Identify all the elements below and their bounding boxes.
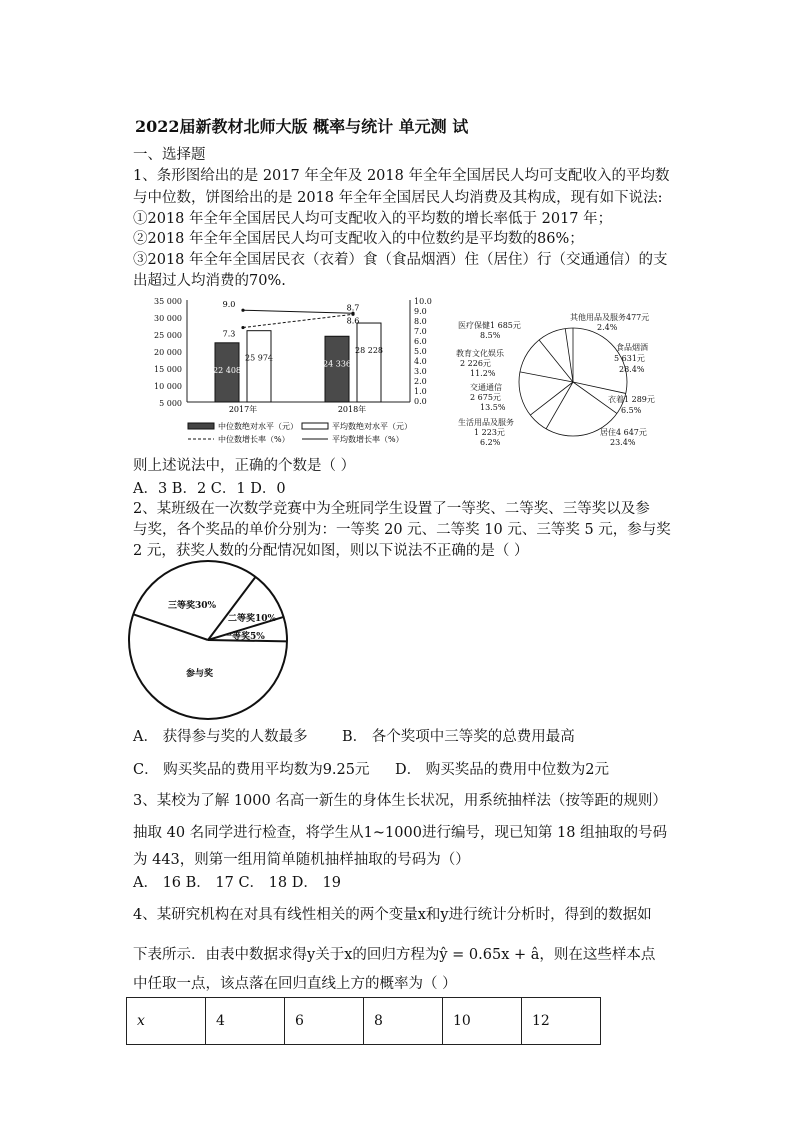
q2-option-d: D． 购买奖品的费用中位数为2元 <box>395 762 609 778</box>
rate-line <box>243 314 353 327</box>
x-tick: 2017年 <box>228 405 258 414</box>
q1-line-5: ③2018 年全年全国居民衣（衣着）食（食品烟酒）住（居住）行（交通通信）的支 <box>133 252 668 268</box>
y2-tick: 2.0 <box>414 377 427 386</box>
pie-label: 28.4% <box>619 365 645 374</box>
pie-label: 23.4% <box>610 438 636 447</box>
q4-line-3: 中任取一点，该点落在回归直线上方的概率为（ ） <box>133 976 457 992</box>
bar-label: 28 228 <box>355 346 383 356</box>
table-cell: x <box>127 998 206 1045</box>
pie-label: 2.4% <box>597 323 618 332</box>
q1-line-2: 与中位数，饼图给出的是 2018 年全年全国居民人均消费及其构成，现有如下说法: <box>133 190 663 206</box>
pie-label: 衣着1 289元 <box>608 395 655 404</box>
q3-line-2: 抽取 40 名同学进行检查，将学生从1~1000进行编号，现已知第 18 组抽取的号码 <box>133 825 668 841</box>
q2-line-3: 2 元，获奖人数的分配情况如图，则以下说法不正确的是（ ） <box>133 543 529 559</box>
legend-label: 平均数增长率（%） <box>332 435 404 444</box>
q3-line-1: 3、某校为了解 1000 名高一新生的身体生长状况，用系统抽样法（按等距的规则） <box>133 793 667 809</box>
rate-line <box>243 310 353 313</box>
y2-tick: 10.0 <box>414 297 432 306</box>
pie-label: 2 675元 <box>470 393 501 402</box>
q2-option-a: A． 获得参与奖的人数最多 <box>133 729 308 745</box>
rate-label: 7.3 <box>222 329 236 339</box>
legend-label: 中位数绝对水平（元） <box>218 422 298 431</box>
table-cell: 8 <box>364 998 443 1045</box>
bar <box>357 323 381 402</box>
pie-label: 2 226元 <box>460 359 491 368</box>
consumption-pie-chart <box>450 306 670 456</box>
q3-line-3: 为 443，则第一组用简单随机抽样抽取的号码为（） <box>133 852 470 868</box>
pie-label: 生活用品及服务 <box>458 418 514 427</box>
y-tick: 25 000 <box>154 331 182 340</box>
y-tick: 5 000 <box>159 399 182 408</box>
pie-label: 1 223元 <box>474 428 505 437</box>
pie-label: 交通通信 <box>470 383 502 392</box>
table-cell: 4 <box>206 998 285 1045</box>
pie-label: 6.2% <box>480 438 501 447</box>
pie-label: 11.2% <box>470 369 496 378</box>
rate-point <box>241 326 244 329</box>
table-cell: 6 <box>285 998 364 1045</box>
q4-line-2: 下表所示．由表中数据求得y关于x的回归方程为ŷ = 0.65x + â，则在这些样本点 <box>133 947 656 963</box>
q1-line-1: 1、条形图给出的是 2017 年全年及 2018 年全年全国居民人均可支配收入的平均数 <box>133 168 670 184</box>
rate-label: 8.7 <box>346 303 360 313</box>
pie-label: 其他用品及服务477元 <box>570 313 650 322</box>
y-tick: 15 000 <box>154 365 182 374</box>
pie-label: 居住4 647元 <box>600 428 647 437</box>
y-tick: 20 000 <box>154 348 182 357</box>
pie-label: 食品烟酒 <box>616 343 648 352</box>
pie-label: 三等奖30% <box>168 601 217 611</box>
q1-line-6: 出超过人均消费的70%. <box>133 273 286 289</box>
pie-label: 一等奖5% <box>223 632 265 642</box>
pie-label: 参与奖 <box>186 669 214 679</box>
rate-point <box>241 309 244 312</box>
pie-label: 6.5% <box>621 406 642 415</box>
y2-tick: 7.0 <box>414 327 427 336</box>
q3-options: A． 16 B． 17 C． 18 D． 19 <box>133 875 341 891</box>
q2-option-c: C． 购买奖品的费用平均数为9.25元 <box>133 762 370 778</box>
y2-tick: 9.0 <box>414 307 427 316</box>
rate-label: 8.6 <box>346 316 360 326</box>
bar <box>247 331 271 402</box>
y2-tick: 0.0 <box>414 397 427 406</box>
y-tick: 30 000 <box>154 314 182 323</box>
pie-label: 5 631元 <box>614 354 645 363</box>
income-bar-chart <box>130 292 440 448</box>
y-tick: 35 000 <box>154 297 182 306</box>
bar-label: 24 336 <box>323 359 351 369</box>
legend-swatch-median <box>188 423 214 429</box>
table-cell: 10 <box>443 998 522 1045</box>
y2-tick: 3.0 <box>414 367 427 376</box>
table-cell: 12 <box>522 998 601 1045</box>
y-tick: 10 000 <box>154 382 182 391</box>
y2-tick: 5.0 <box>414 347 427 356</box>
award-pie-chart <box>128 560 298 720</box>
y2-tick: 1.0 <box>414 387 427 396</box>
legend-label: 平均数绝对水平（元） <box>332 422 412 431</box>
y2-tick: 8.0 <box>414 317 427 326</box>
data-table <box>126 997 601 1045</box>
q2-line-1: 2、某班级在一次数学竞赛中为全班同学生设置了一等奖、二等奖、三等奖以及参 <box>133 501 650 517</box>
x-tick: 2018年 <box>337 405 367 414</box>
section-heading: 一、选择题 <box>133 147 206 163</box>
q1-question: 则上述说法中，正确的个数是（ ） <box>133 458 356 474</box>
pie-label: 8.5% <box>480 331 501 340</box>
bar-label: 22 408 <box>213 365 241 375</box>
pie-label: 教育文化娱乐 <box>456 349 504 358</box>
y2-tick: 6.0 <box>414 337 427 346</box>
pie-label: 二等奖10% <box>228 614 277 624</box>
q4-line-1: 4、某研究机构在对具有线性相关的两个变量x和y进行统计分析时，得到的数据如 <box>133 907 652 923</box>
q2-option-b: B． 各个奖项中三等奖的总费用最高 <box>342 729 575 745</box>
y2-tick: 4.0 <box>414 357 427 366</box>
table-row <box>127 998 601 1045</box>
bar <box>325 336 349 402</box>
q1-options: A．3 B．2 C．1 D．0 <box>133 481 286 497</box>
legend-swatch-mean <box>302 423 328 429</box>
bar-label: 25 974 <box>245 353 273 363</box>
rate-label: 9.0 <box>222 300 236 310</box>
q1-line-3: ①2018 年全年全国居民人均可支配收入的平均数的增长率低于 2017 年； <box>133 211 613 227</box>
pie-label: 医疗保健1 685元 <box>458 321 521 330</box>
q1-line-4: ②2018 年全年全国居民人均可支配收入的中位数约是平均数的86%； <box>133 231 584 247</box>
legend-label: 中位数增长率（%） <box>218 435 290 444</box>
pie-label: 13.5% <box>480 403 506 412</box>
page-title: 2022届新教材北师大版 概率与统计 单元测 试 <box>135 117 469 136</box>
q2-line-2: 与奖，各个奖品的单价分别为：一等奖 20 元、二等奖 10 元、三等奖 5 元，参与奖 <box>133 522 671 538</box>
